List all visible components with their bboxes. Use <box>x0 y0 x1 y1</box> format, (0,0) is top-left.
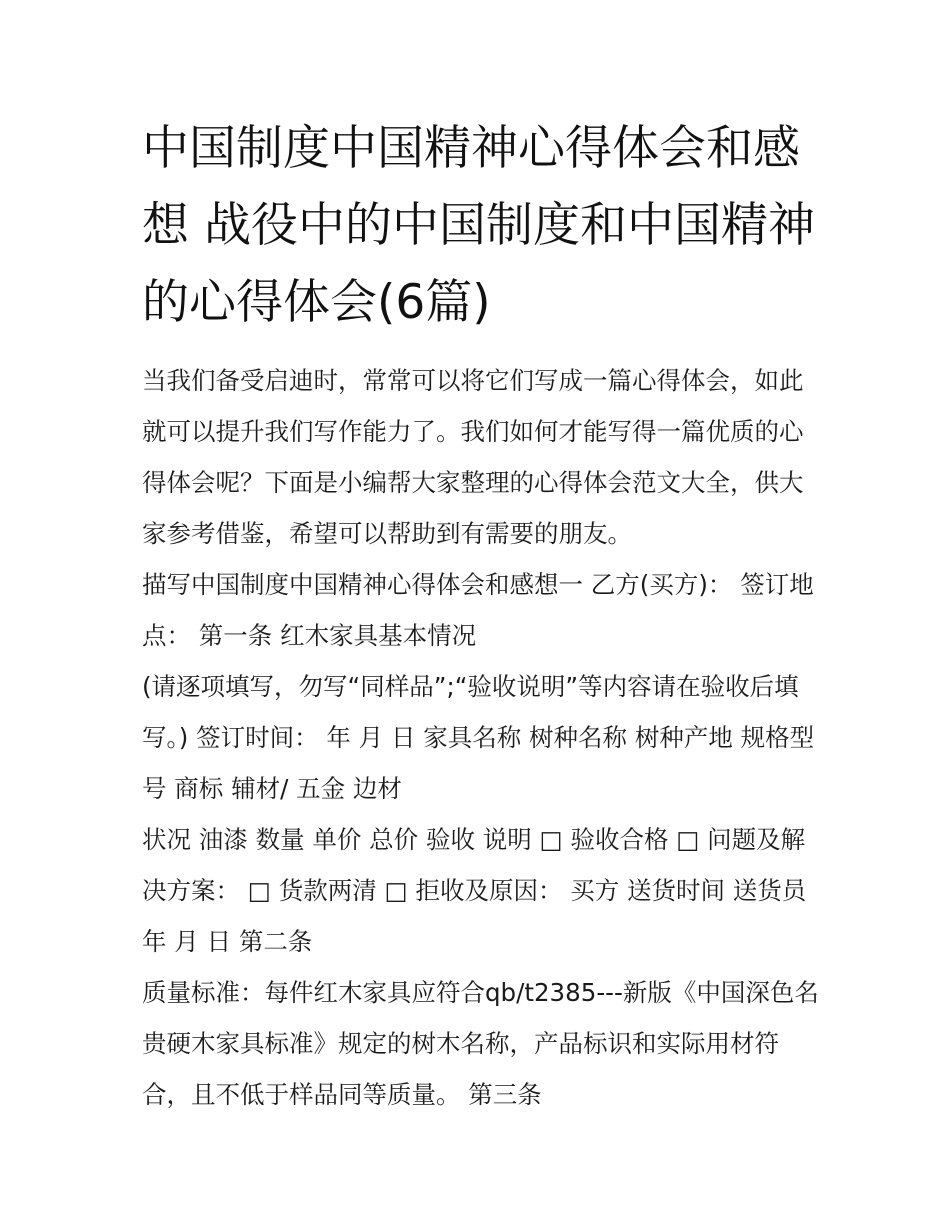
paragraph-2: (请逐项填写，勿写“同样品”;“验收说明”等内容请在验收后填写。) 签订时间： 年 月 日 家具名称 树种名称 树种产地 规格型号 商标 辅材/ 五金 边材 <box>142 672 815 803</box>
paragraph-1: 描写中国制度中国精神心得体会和感想一 乙方(买方)： 签订地点： 第一条 红木家具基本情况 <box>142 570 814 650</box>
paragraph-intro: 当我们备受启迪时，常常可以将它们写成一篇心得体会，如此就可以提升我们写作能力了。我们如何才能写得一篇优质的心得体会呢？下面是小编帮大家整理的心得体会范文大全，供大家参考借鉴，希望可以帮助到有需要的朋友。 <box>142 366 804 548</box>
document-body <box>142 355 822 1120</box>
document-title: 中国制度中国精神心得体会和感想 战役中的中国制度和中国精神的心得体会(6篇) <box>142 121 815 330</box>
paragraph-4: 质量标准：每件红木家具应符合qb/t2385---新版《中国深色名贵硬木家具标准》规定的树木名称，产品标识和实际用材符合，且不低于样品同等质量。 第三条 <box>142 978 819 1109</box>
paragraph-3: 状况 油漆 数量 单价 总价 验收 说明 □ 验收合格 □ 问题及解决方案： □ 货款两清 □ 拒收及原因： 买方 送货时间 送货员 年 月 日 第二条 <box>142 825 807 956</box>
